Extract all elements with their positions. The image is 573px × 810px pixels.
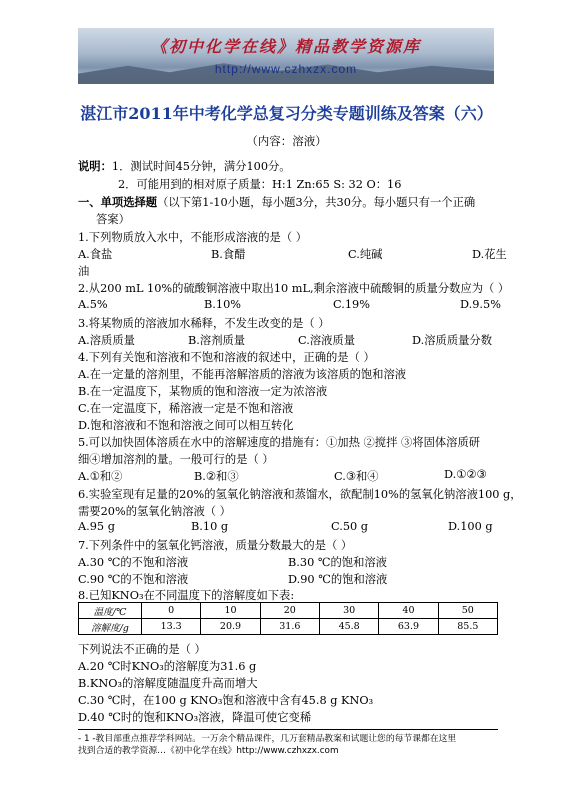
question-8-followup-stem: 下列说法不正确的是（ ） xyxy=(78,643,206,656)
table-cell: 85.5 xyxy=(438,619,497,635)
option: B.②和③ xyxy=(194,470,239,483)
table-header-cell: 溶解度/g xyxy=(79,619,142,635)
question-4-stem: 4.下列有关饱和溶液和不饱和溶液的叙述中，正确的是（ ） xyxy=(78,351,375,364)
option: D.①②③ xyxy=(444,468,487,481)
option: A.溶质质量 xyxy=(78,334,135,347)
instruction-item-2: 2．可能用到的相对原子质量：H:1 Zn:65 S: 32 O：16 xyxy=(118,178,402,191)
question-1-wrap: 油 xyxy=(78,265,90,278)
option: A.95 g xyxy=(78,520,115,533)
footer-line-1: - 1 -教目部重点推荐学科网站。一万余个精品课件，几万套精品教案和试题让您的每节课都在这里 xyxy=(78,734,457,744)
question-1-stem: 1.下列物质放入水中，不能形成溶液的是（ ） xyxy=(78,231,308,244)
footer-line-2: 找到合适的教学资源…《初中化学在线》http://www.czhxzx.com xyxy=(78,746,339,756)
option: C.90 ℃的不饱和溶液 xyxy=(78,573,189,586)
question-5-stem: 5.可以加快固体溶质在水中的溶解速度的措施有：①加热 ②搅拌 ③将固体溶质研 xyxy=(78,436,481,449)
table-cell: 40 xyxy=(379,603,438,619)
instruction-item-1: 1．测试时间45分钟，满分100分。 xyxy=(111,160,291,173)
option: C.50 g xyxy=(331,520,369,533)
question-5-stem-2: 细④增加溶剂的量。一般可行的是（ ） xyxy=(78,453,274,466)
section-1-heading: 一、单项选择题 xyxy=(78,195,158,209)
question-4-option-d: D.饱和溶液和不饱和溶液之间可以相互转化 xyxy=(78,419,294,432)
question-7-stem: 7.下列条件中的氢氧化钙溶液，质量分数最大的是（ ） xyxy=(78,539,353,552)
option: A.食盐 xyxy=(78,248,113,261)
option: B.溶剂质量 xyxy=(188,334,246,347)
instructions-line-1 xyxy=(78,158,291,174)
table-cell: 63.9 xyxy=(379,619,438,635)
option: A.5% xyxy=(78,298,108,311)
option: A.①和② xyxy=(78,470,123,483)
table-cell: 20 xyxy=(260,603,319,619)
instructions-label: 说明： xyxy=(78,159,112,173)
option: B.10% xyxy=(204,298,242,311)
table-row xyxy=(79,603,498,619)
option: D.9.5% xyxy=(460,298,501,311)
question-8-stem: 8.已知KNO₃在不同温度下的溶解度如下表: xyxy=(78,589,295,602)
question-8-option-d: D.40 ℃时的饱和KNO₃溶液，降温可使它变稀 xyxy=(78,711,312,724)
question-4-option-c: C.在一定温度下，稀溶液一定是不饱和溶液 xyxy=(78,402,294,415)
question-6-stem-2: 需要20%的氢氧化钠溶液（ ） xyxy=(78,505,231,518)
option: C.③和④ xyxy=(334,470,379,483)
option: C.溶液质量 xyxy=(298,334,356,347)
table-cell: 45.8 xyxy=(319,619,378,635)
table-cell: 0 xyxy=(142,603,201,619)
table-cell: 31.6 xyxy=(260,619,319,635)
option: D.花生 xyxy=(472,248,507,261)
table-cell: 10 xyxy=(201,603,260,619)
question-4-option-b: B.在一定温度下，某物质的饱和溶液一定为浓溶液 xyxy=(78,385,328,398)
option: A.30 ℃的不饱和溶液 xyxy=(78,556,189,569)
option: C.纯碱 xyxy=(348,248,383,261)
option: D.100 g xyxy=(448,520,493,533)
footer-divider xyxy=(78,729,498,730)
section-1-heading-line xyxy=(78,194,475,210)
option: B.30 ℃的饱和溶液 xyxy=(288,556,387,569)
table-cell: 30 xyxy=(319,603,378,619)
section-1-desc-2: 答案） xyxy=(96,213,130,226)
table-cell: 13.3 xyxy=(142,619,201,635)
banner-slogan: 《初中化学在线》精品教学资源库 xyxy=(150,37,421,56)
question-2-stem: 2.从200 mL 10%的硫酸铜溶液中取出10 mL,剩余溶液中硫酸铜的质量分数应为（ ） xyxy=(78,282,510,295)
option: B.食醋 xyxy=(211,248,246,261)
table-cell: 20.9 xyxy=(201,619,260,635)
table-cell: 50 xyxy=(438,603,497,619)
table-row xyxy=(79,619,498,635)
section-1-desc: （以下第1-10小题，每小题3分，共30分。每小题只有一个正确 xyxy=(157,196,476,209)
question-3-stem: 3.将某物质的溶液加水稀释，不发生改变的是（ ） xyxy=(78,317,330,330)
table-header-cell: 温度/℃ xyxy=(79,603,142,619)
page-footer xyxy=(78,733,508,757)
question-8-option-c: C.30 ℃时，在100 g KNO₃饱和溶液中含有45.8 g KNO₃ xyxy=(78,694,374,707)
question-8-option-b: B.KNO₃的溶解度随温度升高而增大 xyxy=(78,677,258,690)
option: D.溶质质量分数 xyxy=(412,334,493,347)
banner-url: http://www.czhxzx.com xyxy=(214,62,358,76)
page-title: 湛江市2011年中考化学总复习分类专题训练及答案（六） xyxy=(80,104,493,123)
solubility-table xyxy=(78,602,498,635)
page-subtitle: （内容：溶液） xyxy=(246,134,327,148)
question-8-option-a: A.20 ℃时KNO₃的溶解度为31.6 g xyxy=(78,660,257,673)
question-4-option-a: A.在一定量的溶剂里，不能再溶解溶质的溶液为该溶质的饱和溶液 xyxy=(78,368,407,381)
option: D.90 ℃的饱和溶液 xyxy=(288,573,388,586)
option: C.19% xyxy=(333,298,370,311)
option: B.10 g xyxy=(191,520,229,533)
header-banner xyxy=(78,28,494,84)
question-6-stem: 6.实验室现有足量的20%的氢氧化钠溶液和蒸馏水，欲配制10%的氢氧化钠溶液100 g， xyxy=(78,488,522,501)
